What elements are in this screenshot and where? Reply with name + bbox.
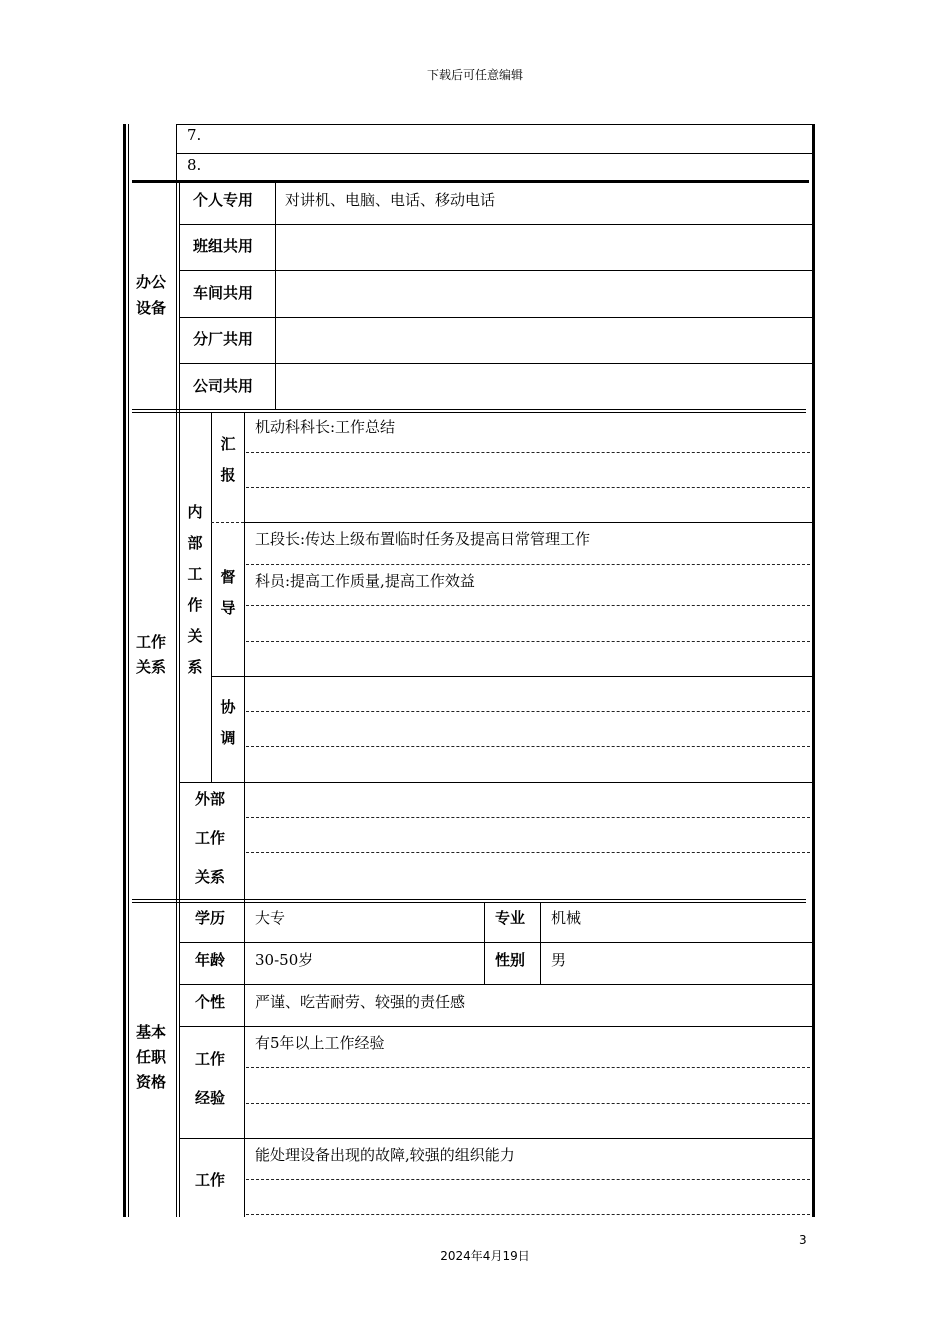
table-right-border xyxy=(812,124,815,1217)
section-label-work-relations: 工作 xyxy=(136,633,167,651)
row-border xyxy=(211,676,812,677)
equipment-label: 公司共用 xyxy=(193,377,254,395)
report-text: 机动科科长:工作总结 xyxy=(255,418,396,436)
dashed-line xyxy=(246,1179,810,1180)
section-label-office-equipment: 设备 xyxy=(136,299,167,317)
label-column-border xyxy=(176,124,177,1217)
external-relations-label: 外部 xyxy=(195,790,226,808)
external-relations-label: 关系 xyxy=(195,868,226,886)
page-number: 3 xyxy=(799,1233,807,1247)
major-value: 机械 xyxy=(551,909,582,927)
section-divider xyxy=(132,899,806,900)
dashed-line xyxy=(246,1103,810,1104)
table-left-border xyxy=(123,124,126,1217)
footer-date: 2024年4月19日 xyxy=(440,1249,530,1263)
section-label-qualifications: 资格 xyxy=(136,1073,167,1091)
section-label-qualifications: 基本 xyxy=(136,1023,167,1041)
list-item: 7. xyxy=(187,126,202,144)
report-label-char: 汇 xyxy=(220,435,236,453)
dashed-line xyxy=(211,522,244,523)
dashed-line xyxy=(246,1214,810,1215)
row-border xyxy=(179,984,812,985)
dashed-line xyxy=(246,817,810,818)
gender-label: 性别 xyxy=(495,951,526,969)
table-left-inner-border xyxy=(128,124,129,1217)
row-border xyxy=(179,1026,812,1027)
education-label: 学历 xyxy=(195,909,226,927)
internal-label-char: 作 xyxy=(187,596,203,614)
supervise-label-char: 督 xyxy=(220,568,236,586)
coordinate-label-char: 调 xyxy=(220,729,236,747)
row-border xyxy=(176,124,812,125)
internal-label-char: 内 xyxy=(187,503,203,521)
coordinate-label-char: 协 xyxy=(220,698,236,716)
section-label-work-relations: 关系 xyxy=(136,658,167,676)
column-border xyxy=(540,902,541,984)
internal-label-char: 部 xyxy=(187,534,203,552)
equipment-label: 班组共用 xyxy=(193,237,254,255)
page-header: 下载后可任意编辑 xyxy=(426,68,523,82)
gender-value: 男 xyxy=(551,951,567,969)
dashed-line xyxy=(246,487,810,488)
row-border xyxy=(179,270,812,271)
supervise-text: 科员:提高工作质量,提高工作效益 xyxy=(255,572,475,590)
column-border xyxy=(244,412,245,902)
dashed-line xyxy=(246,1067,810,1068)
section-divider xyxy=(132,409,806,410)
ability-label: 工作 xyxy=(195,1171,226,1189)
list-item: 8. xyxy=(187,156,202,174)
age-label: 年龄 xyxy=(195,951,226,969)
internal-label-char: 系 xyxy=(187,658,203,676)
experience-label: 经验 xyxy=(195,1089,226,1107)
row-border xyxy=(176,153,812,154)
row-border xyxy=(179,224,812,225)
internal-label-char: 工 xyxy=(187,565,203,583)
section-label-office-equipment: 办公 xyxy=(136,273,167,291)
column-border xyxy=(211,412,212,782)
row-border xyxy=(179,782,812,783)
row-border xyxy=(179,317,812,318)
equipment-value: 对讲机、电脑、电话、移动电话 xyxy=(285,191,496,209)
row-border xyxy=(179,363,812,364)
dashed-line xyxy=(246,746,810,747)
education-value: 大专 xyxy=(255,909,286,927)
experience-label: 工作 xyxy=(195,1050,226,1068)
label-column-inner-border xyxy=(179,182,180,1217)
ability-value: 能处理设备出现的故障,较强的组织能力 xyxy=(255,1146,515,1164)
row-border xyxy=(244,522,812,523)
equipment-label: 个人专用 xyxy=(193,191,254,209)
external-relations-label: 工作 xyxy=(195,829,226,847)
row-border xyxy=(179,942,812,943)
dashed-line xyxy=(246,564,810,565)
personality-value: 严谨、吃苦耐劳、较强的责任感 xyxy=(255,993,466,1011)
supervise-text: 工段长:传达上级布置临时任务及提高日常管理工作 xyxy=(255,530,591,548)
report-label-char: 报 xyxy=(220,466,236,484)
major-label: 专业 xyxy=(495,909,526,927)
column-border xyxy=(275,182,276,409)
equipment-label: 车间共用 xyxy=(193,284,254,302)
section-divider xyxy=(132,180,809,183)
equipment-label: 分厂共用 xyxy=(193,330,254,348)
age-value: 30-50岁 xyxy=(255,951,314,969)
experience-value: 有5年以上工作经验 xyxy=(255,1034,385,1052)
dashed-line xyxy=(246,711,810,712)
column-border xyxy=(484,902,485,984)
row-border xyxy=(179,1138,812,1139)
section-label-qualifications: 任职 xyxy=(136,1048,167,1066)
supervise-label-char: 导 xyxy=(220,599,236,617)
dashed-line xyxy=(246,852,810,853)
dashed-line xyxy=(246,605,810,606)
personality-label: 个性 xyxy=(195,993,226,1011)
internal-label-char: 关 xyxy=(187,627,203,645)
column-border xyxy=(244,902,245,1217)
dashed-line xyxy=(246,641,810,642)
section-divider xyxy=(132,412,806,413)
section-divider xyxy=(132,902,806,903)
dashed-line xyxy=(246,452,810,453)
